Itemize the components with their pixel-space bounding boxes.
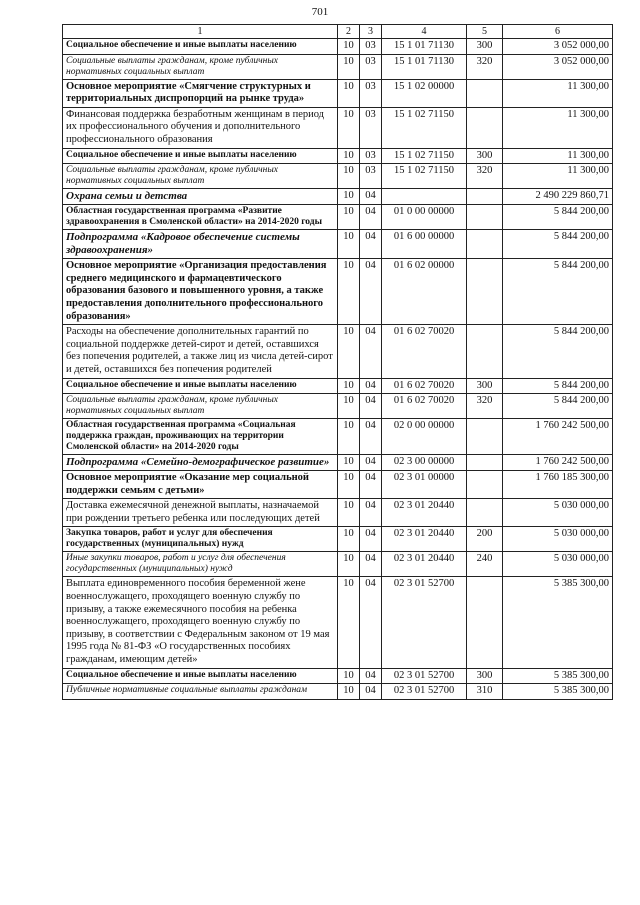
- row-amount-cell: 5 844 200,00: [503, 259, 613, 325]
- row-expense-type-cell: [467, 79, 503, 107]
- row-target-article-cell: 15 1 01 71130: [382, 39, 467, 55]
- row-subsection-cell: 04: [360, 230, 382, 259]
- row-expense-type-cell: 200: [467, 527, 503, 552]
- row-section-cell: 10: [338, 499, 360, 527]
- row-name-cell: Основное мероприятие «Оказание мер социальной поддержки семьям с детьми»: [63, 471, 338, 499]
- row-section-cell: 10: [338, 419, 360, 455]
- table-row: [63, 39, 613, 55]
- row-expense-type-cell: 300: [467, 668, 503, 684]
- row-name-cell: Социальное обеспечение и иные выплаты населению: [63, 668, 338, 684]
- row-amount-cell: 11 300,00: [503, 107, 613, 148]
- row-name-cell: Основное мероприятие «Организация предоставления среднего медицинского и фармацевтического образования базового и повышенного уровня, а также предоставления дополнительного профессионального образования»: [63, 259, 338, 325]
- row-section-cell: 10: [338, 107, 360, 148]
- row-section-cell: 10: [338, 378, 360, 394]
- row-amount-cell: 5 844 200,00: [503, 394, 613, 419]
- table-row: [63, 230, 613, 259]
- row-target-article-cell: 02 3 01 20440: [382, 499, 467, 527]
- row-subsection-cell: 04: [360, 684, 382, 700]
- table-row: [63, 164, 613, 189]
- row-expense-type-cell: [467, 499, 503, 527]
- row-section-cell: 10: [338, 325, 360, 378]
- table-row: [63, 259, 613, 325]
- row-subsection-cell: 03: [360, 79, 382, 107]
- table-row: [63, 471, 613, 499]
- row-subsection-cell: 04: [360, 259, 382, 325]
- row-subsection-cell: 04: [360, 668, 382, 684]
- table-row: [63, 455, 613, 471]
- row-subsection-cell: 04: [360, 499, 382, 527]
- row-target-article-cell: 01 6 02 70020: [382, 378, 467, 394]
- row-name-cell: Подпрограмма «Кадровое обеспечение системы здравоохранения»: [63, 230, 338, 259]
- header-cell: 4: [382, 25, 467, 39]
- row-amount-cell: 3 052 000,00: [503, 39, 613, 55]
- row-name-cell: Иные закупки товаров, работ и услуг для обеспечения государственных (муниципальных) нужд: [63, 552, 338, 577]
- table-row: [63, 325, 613, 378]
- row-target-article-cell: 02 3 01 52700: [382, 668, 467, 684]
- row-target-article-cell: [382, 189, 467, 205]
- row-subsection-cell: 04: [360, 527, 382, 552]
- table-row: [63, 684, 613, 700]
- row-name-cell: Подпрограмма «Семейно-демографическое развитие»: [63, 455, 338, 471]
- table-row: [63, 148, 613, 164]
- row-expense-type-cell: [467, 205, 503, 230]
- row-target-article-cell: 02 3 01 52700: [382, 684, 467, 700]
- row-target-article-cell: 02 3 00 00000: [382, 455, 467, 471]
- row-amount-cell: 11 300,00: [503, 79, 613, 107]
- row-expense-type-cell: 320: [467, 54, 503, 79]
- row-subsection-cell: 04: [360, 394, 382, 419]
- header-cell: 6: [503, 25, 613, 39]
- row-section-cell: 10: [338, 54, 360, 79]
- row-expense-type-cell: [467, 419, 503, 455]
- row-amount-cell: 3 052 000,00: [503, 54, 613, 79]
- row-name-cell: Социальное обеспечение и иные выплаты населению: [63, 378, 338, 394]
- row-name-cell: Социальное обеспечение и иные выплаты населению: [63, 148, 338, 164]
- row-name-cell: Финансовая поддержка безработным женщинам в период их профессионального обучения и дополнительного профессионального образования: [63, 107, 338, 148]
- row-amount-cell: 1 760 242 500,00: [503, 455, 613, 471]
- table-row: [63, 419, 613, 455]
- row-section-cell: 10: [338, 577, 360, 668]
- row-subsection-cell: 04: [360, 419, 382, 455]
- table-row: [63, 499, 613, 527]
- row-name-cell: Охрана семьи и детства: [63, 189, 338, 205]
- row-section-cell: 10: [338, 189, 360, 205]
- row-name-cell: Областная государственная программа «Развитие здравоохранения в Смоленской области» на 2014-2020 годы: [63, 205, 338, 230]
- budget-table: [62, 24, 613, 700]
- row-subsection-cell: 04: [360, 205, 382, 230]
- row-subsection-cell: 04: [360, 577, 382, 668]
- row-amount-cell: 1 760 242 500,00: [503, 419, 613, 455]
- row-amount-cell: 5 844 200,00: [503, 325, 613, 378]
- table-row: [63, 378, 613, 394]
- row-expense-type-cell: 240: [467, 552, 503, 577]
- row-section-cell: 10: [338, 527, 360, 552]
- row-target-article-cell: 02 3 01 00000: [382, 471, 467, 499]
- row-subsection-cell: 04: [360, 471, 382, 499]
- row-expense-type-cell: [467, 577, 503, 668]
- row-target-article-cell: 15 1 02 71150: [382, 148, 467, 164]
- row-expense-type-cell: [467, 471, 503, 499]
- row-section-cell: 10: [338, 259, 360, 325]
- row-subsection-cell: 04: [360, 552, 382, 577]
- header-cell: 1: [63, 25, 338, 39]
- row-target-article-cell: 15 1 02 71150: [382, 107, 467, 148]
- row-name-cell: Областная государственная программа «Социальная поддержка граждан, проживающих на территории Смоленской области» на 2014-2020 годы: [63, 419, 338, 455]
- row-section-cell: 10: [338, 39, 360, 55]
- row-section-cell: 10: [338, 148, 360, 164]
- row-target-article-cell: 01 6 02 70020: [382, 394, 467, 419]
- row-section-cell: 10: [338, 164, 360, 189]
- row-target-article-cell: 01 6 00 00000: [382, 230, 467, 259]
- header-cell: 2: [338, 25, 360, 39]
- row-amount-cell: 5 385 300,00: [503, 684, 613, 700]
- row-expense-type-cell: 320: [467, 394, 503, 419]
- row-amount-cell: 5 844 200,00: [503, 230, 613, 259]
- row-subsection-cell: 03: [360, 148, 382, 164]
- row-target-article-cell: 02 3 01 52700: [382, 577, 467, 668]
- row-section-cell: 10: [338, 455, 360, 471]
- row-expense-type-cell: [467, 455, 503, 471]
- row-name-cell: Социальные выплаты гражданам, кроме публичных нормативных социальных выплат: [63, 164, 338, 189]
- row-amount-cell: 2 490 229 860,71: [503, 189, 613, 205]
- table-row: [63, 54, 613, 79]
- row-subsection-cell: 03: [360, 107, 382, 148]
- row-expense-type-cell: [467, 230, 503, 259]
- row-expense-type-cell: 310: [467, 684, 503, 700]
- row-section-cell: 10: [338, 684, 360, 700]
- table-row: [63, 189, 613, 205]
- table-row: [63, 79, 613, 107]
- table-row: [63, 668, 613, 684]
- row-target-article-cell: 02 3 01 20440: [382, 527, 467, 552]
- row-target-article-cell: 02 0 00 00000: [382, 419, 467, 455]
- row-amount-cell: 5 844 200,00: [503, 205, 613, 230]
- row-amount-cell: 1 760 185 300,00: [503, 471, 613, 499]
- row-name-cell: Закупка товаров, работ и услуг для обеспечения государственных (муниципальных) нужд: [63, 527, 338, 552]
- row-section-cell: 10: [338, 668, 360, 684]
- row-section-cell: 10: [338, 552, 360, 577]
- header-cell: 5: [467, 25, 503, 39]
- row-name-cell: Доставка ежемесячной денежной выплаты, назначаемой при рождении третьего ребенка или последующих детей: [63, 499, 338, 527]
- row-amount-cell: 5 385 300,00: [503, 577, 613, 668]
- table-row: [63, 205, 613, 230]
- row-subsection-cell: 03: [360, 164, 382, 189]
- row-amount-cell: 11 300,00: [503, 164, 613, 189]
- row-section-cell: 10: [338, 230, 360, 259]
- row-section-cell: 10: [338, 79, 360, 107]
- header-cell: 3: [360, 25, 382, 39]
- row-expense-type-cell: [467, 259, 503, 325]
- row-amount-cell: 11 300,00: [503, 148, 613, 164]
- row-amount-cell: 5 030 000,00: [503, 499, 613, 527]
- row-expense-type-cell: [467, 107, 503, 148]
- row-expense-type-cell: 300: [467, 148, 503, 164]
- row-expense-type-cell: [467, 189, 503, 205]
- row-expense-type-cell: 300: [467, 39, 503, 55]
- row-target-article-cell: 01 6 02 00000: [382, 259, 467, 325]
- row-subsection-cell: 04: [360, 325, 382, 378]
- row-amount-cell: 5 030 000,00: [503, 527, 613, 552]
- row-target-article-cell: 15 1 02 00000: [382, 79, 467, 107]
- row-expense-type-cell: [467, 325, 503, 378]
- row-name-cell: Социальное обеспечение и иные выплаты населению: [63, 39, 338, 55]
- row-name-cell: Социальные выплаты гражданам, кроме публичных нормативных социальных выплат: [63, 394, 338, 419]
- row-target-article-cell: 15 1 01 71130: [382, 54, 467, 79]
- row-expense-type-cell: 320: [467, 164, 503, 189]
- table-header-row: [63, 25, 613, 39]
- table-row: [63, 527, 613, 552]
- row-name-cell: Социальные выплаты гражданам, кроме публичных нормативных социальных выплат: [63, 54, 338, 79]
- row-subsection-cell: 04: [360, 189, 382, 205]
- row-target-article-cell: 15 1 02 71150: [382, 164, 467, 189]
- row-target-article-cell: 01 6 02 70020: [382, 325, 467, 378]
- page-number: 701: [311, 6, 329, 18]
- table-row: [63, 552, 613, 577]
- row-amount-cell: 5 030 000,00: [503, 552, 613, 577]
- row-name-cell: Расходы на обеспечение дополнительных гарантий по социальной поддержке детей-сирот и детей, оставшихся без попечения родителей, а также лиц из числа детей-сирот и детей, оставшихся без попечения родителей: [63, 325, 338, 378]
- row-target-article-cell: 01 0 00 00000: [382, 205, 467, 230]
- row-section-cell: 10: [338, 205, 360, 230]
- row-subsection-cell: 04: [360, 378, 382, 394]
- row-section-cell: 10: [338, 394, 360, 419]
- row-subsection-cell: 04: [360, 455, 382, 471]
- row-name-cell: Основное мероприятие «Смягчение структурных и территориальных диспропорций на рынке труда»: [63, 79, 338, 107]
- row-amount-cell: 5 844 200,00: [503, 378, 613, 394]
- row-expense-type-cell: 300: [467, 378, 503, 394]
- row-section-cell: 10: [338, 471, 360, 499]
- row-target-article-cell: 02 3 01 20440: [382, 552, 467, 577]
- row-subsection-cell: 03: [360, 39, 382, 55]
- table-row: [63, 577, 613, 668]
- row-amount-cell: 5 385 300,00: [503, 668, 613, 684]
- row-name-cell: Публичные нормативные социальные выплаты гражданам: [63, 684, 338, 700]
- row-name-cell: Выплата единовременного пособия беременной жене военнослужащего, проходящего военную службу по призыву, а также ежемесячного пособия на ребенка военнослужащего, проходящего военную службу по призыву, в соответствии с Федеральным законом от 19 мая 1995 года № 81-ФЗ «О государственных пособиях гражданам, имеющим детей»: [63, 577, 338, 668]
- row-subsection-cell: 03: [360, 54, 382, 79]
- table-row: [63, 394, 613, 419]
- table-row: [63, 107, 613, 148]
